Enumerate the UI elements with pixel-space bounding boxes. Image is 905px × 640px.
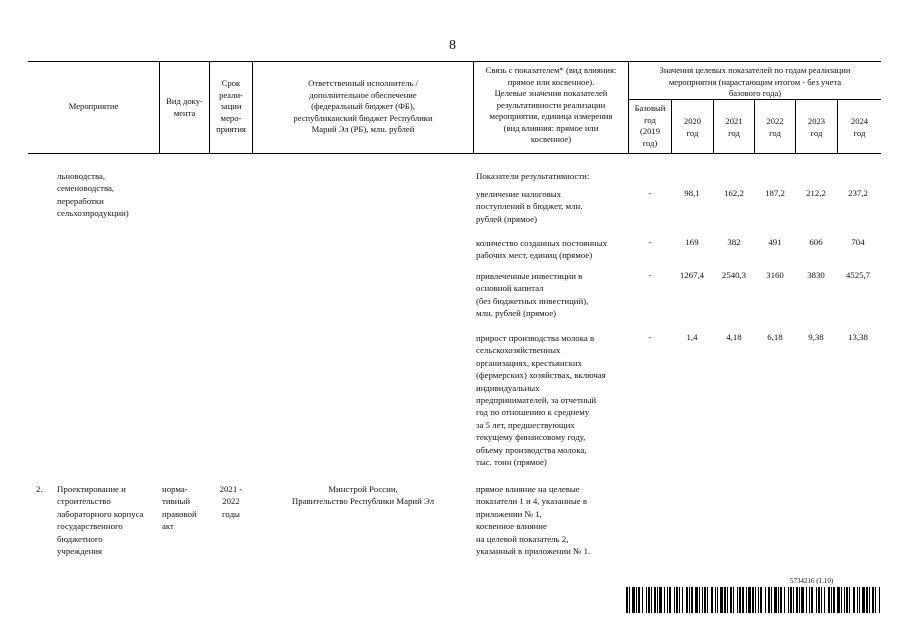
barcode-bar [717, 587, 718, 613]
barcode-bar [788, 587, 789, 613]
header-year-2023: 2023 год [807, 116, 826, 138]
barcode-bar [676, 587, 678, 613]
barcode-image [626, 587, 881, 613]
continued-event-text: льноводства, семеноводства, переработки сельхозпродукции) [57, 171, 129, 219]
barcode-bar [667, 587, 668, 613]
barcode-bar [715, 587, 716, 613]
barcode-bar [846, 587, 848, 613]
indicator-value-2020: 1,4 [686, 332, 698, 342]
barcode-bar [790, 587, 792, 613]
indicator-value-2023: 9,38 [808, 332, 824, 342]
header-values-group: Значения целевых показателей по годам реализации мероприятия (нарастающим итогом - без учета базового года) [659, 65, 851, 98]
barcode-bar [796, 587, 798, 613]
barcode-bar [872, 587, 874, 613]
header-executor: Ответственный исполнитель / дополнительное обеспечение (федеральный бюджет (ФБ), республиканский бюджет Республики Марий Эл (РБ), млн. рублей [293, 78, 433, 134]
indicator-value-base: - [648, 270, 652, 280]
barcode-bar [816, 587, 817, 613]
header-event: Мероприятие [68, 101, 119, 111]
barcode-bar [746, 587, 747, 613]
header-link: Связь с показателем* (вид влияния: прямое или косвенное). Целевые значения показателей результативности реализации мероприятия, единица измерения (вид влияния: прямое или косвенное) [485, 65, 617, 144]
barcode-bar [654, 587, 656, 613]
barcode-bar [760, 587, 762, 613]
barcode-bar [793, 587, 794, 613]
barcode-bar [707, 587, 708, 613]
barcode-bar [638, 587, 640, 613]
row-event: Проектирование и строительство лабораторного корпуса государственного бюджетного учреждения [57, 484, 144, 557]
barcode-bar [866, 587, 868, 613]
indicator-value-2020: 98,1 [684, 188, 700, 198]
barcode-bar [739, 587, 741, 613]
barcode-bar [686, 587, 688, 613]
barcode-bar [849, 587, 850, 613]
indicator-value-2023: 212,2 [806, 188, 826, 198]
barcode-bar [857, 587, 858, 613]
indicators-title: Показатели результативности: [476, 171, 590, 181]
barcode-number: 5734216 (1.10) [790, 577, 834, 585]
indicator-text: прирост производства молока в сельскохозяйственных организациях, крестьянских (фермерских) хозяйствах, включая индивидуальных предпринимателей, за отчетный год по отношению к среднему за 5 лет, предшествующих текущему финансовому году, объему производства молока, тыс. тонн (прямое) [476, 333, 606, 468]
barcode-bar [824, 587, 825, 613]
barcode-bar [636, 587, 637, 613]
barcode-bar [818, 587, 820, 613]
barcode-bar [659, 587, 662, 613]
indicator-value-2021: 4,18 [726, 332, 742, 342]
barcode-bar [727, 587, 728, 613]
indicator-value-2024: 237,2 [848, 188, 868, 198]
row-executor: Минстрой России, Правительство Республики Марий Эл [291, 484, 435, 507]
barcode-bar [733, 587, 734, 613]
barcode-bar [841, 587, 842, 613]
row-link: прямое влияние на целевые показатели 1 и 4, указанные в приложении № 1, косвенное влияние на целевой показатель 2, указанный в приложении № 1. [476, 484, 591, 557]
barcode-bar [711, 587, 713, 613]
barcode-bar [737, 587, 738, 613]
barcode-bar [806, 587, 807, 613]
indicator-value-2021: 162,2 [724, 188, 744, 198]
barcode-bar [720, 587, 723, 613]
barcode-bar [632, 587, 635, 613]
indicator-value-base: - [648, 237, 652, 247]
barcode-bar [837, 587, 840, 613]
barcode-bar [626, 587, 628, 613]
barcode-bar [629, 587, 630, 613]
barcode-bar [768, 587, 770, 613]
row-doc-type: норма- тивный правовой акт [162, 484, 197, 532]
barcode-bar [875, 587, 876, 613]
barcode-bar [682, 587, 683, 613]
barcode-bar [695, 587, 698, 613]
indicator-value-2024: 13,38 [848, 332, 868, 342]
barcode-bar [771, 587, 772, 613]
barcode-bar [828, 587, 830, 613]
indicator-value-2020: 1267,4 [679, 270, 705, 280]
indicator-value-2021: 382 [727, 237, 741, 247]
barcode-bar [699, 587, 700, 613]
row-term: 2021 - 2022 годы [219, 484, 243, 519]
indicator-value-2023: 606 [809, 237, 823, 247]
header-year-2024: 2024 год [850, 116, 869, 138]
barcode-bar [646, 587, 647, 613]
barcode-bar [879, 587, 880, 613]
barcode-bar [831, 587, 832, 613]
page-number: 8 [449, 38, 456, 53]
barcode-bar [784, 587, 785, 613]
indicator-text: привлеченные инвестиции в основной капитал (без бюджетных инвестиций), млн. рублей (прямое) [476, 271, 589, 319]
indicator-value-base: - [648, 188, 652, 198]
header-year-base: Базовый год (2019 год) [634, 103, 666, 148]
header-year-2021: 2021 год [725, 116, 743, 138]
row-index: 2. [36, 484, 43, 494]
header-year-2022: 2022 год [766, 116, 784, 138]
barcode-bar [811, 587, 813, 613]
indicator-value-2024: 4525,7 [845, 270, 871, 280]
barcode-bar [758, 587, 759, 613]
indicator-value-2022: 3160 [766, 270, 784, 280]
barcode-bar [780, 587, 782, 613]
barcode-bar [801, 587, 804, 613]
indicator-value-2020: 169 [685, 237, 699, 247]
indicator-value-base: - [648, 332, 652, 342]
barcode-bar [664, 587, 665, 613]
barcode-bar [689, 587, 690, 613]
barcode-bar [648, 587, 650, 613]
barcode-bar [844, 587, 845, 613]
indicator-value-2022: 187,2 [765, 188, 785, 198]
barcode-bar [765, 587, 766, 613]
indicator-text: увеличение налоговых поступлений в бюджет, млн. рублей (прямое) [476, 189, 583, 224]
indicator-value-2021: 2540,3 [721, 270, 747, 280]
barcode-bar [679, 587, 680, 613]
barcode-bar [651, 587, 652, 613]
barcode-bar [755, 587, 756, 613]
barcode-bar [799, 587, 800, 613]
indicator-value-2024: 704 [851, 237, 865, 247]
barcode-bar [724, 587, 726, 613]
indicator-text: количество созданных постоянных рабочих мест, единиц (прямое) [476, 238, 608, 261]
barcode-bar [657, 587, 658, 613]
barcode-bar [853, 587, 855, 613]
barcode-bar [869, 587, 870, 613]
barcode-bar [778, 587, 779, 613]
barcode-bar [862, 587, 865, 613]
indicator-value-2022: 491 [768, 237, 782, 247]
header-bottom-rule [28, 153, 881, 154]
header-term: Срок реали- зации меро- приятия [216, 78, 246, 134]
barcode-bar [821, 587, 822, 613]
barcode-bar [730, 587, 732, 613]
barcode-bar [833, 587, 835, 613]
barcode-bar [702, 587, 703, 613]
barcode-bar [691, 587, 693, 613]
header-doc-type: Вид доку- мента [166, 96, 203, 118]
barcode-bar [742, 587, 744, 613]
indicator-value-2022: 6,18 [767, 332, 783, 342]
barcode-bar [752, 587, 754, 613]
indicator-value-2023: 3830 [807, 270, 825, 280]
barcode-bar [674, 587, 675, 613]
barcode-bar [859, 587, 860, 613]
barcode-bar [704, 587, 706, 613]
barcode-bar [809, 587, 810, 613]
barcode-bar [774, 587, 777, 613]
barcode-bar [669, 587, 671, 613]
barcode-bar [748, 587, 751, 613]
barcode-bar [642, 587, 643, 613]
header-top-rule [28, 61, 881, 62]
header-year-2020: 2020 год [683, 116, 702, 138]
